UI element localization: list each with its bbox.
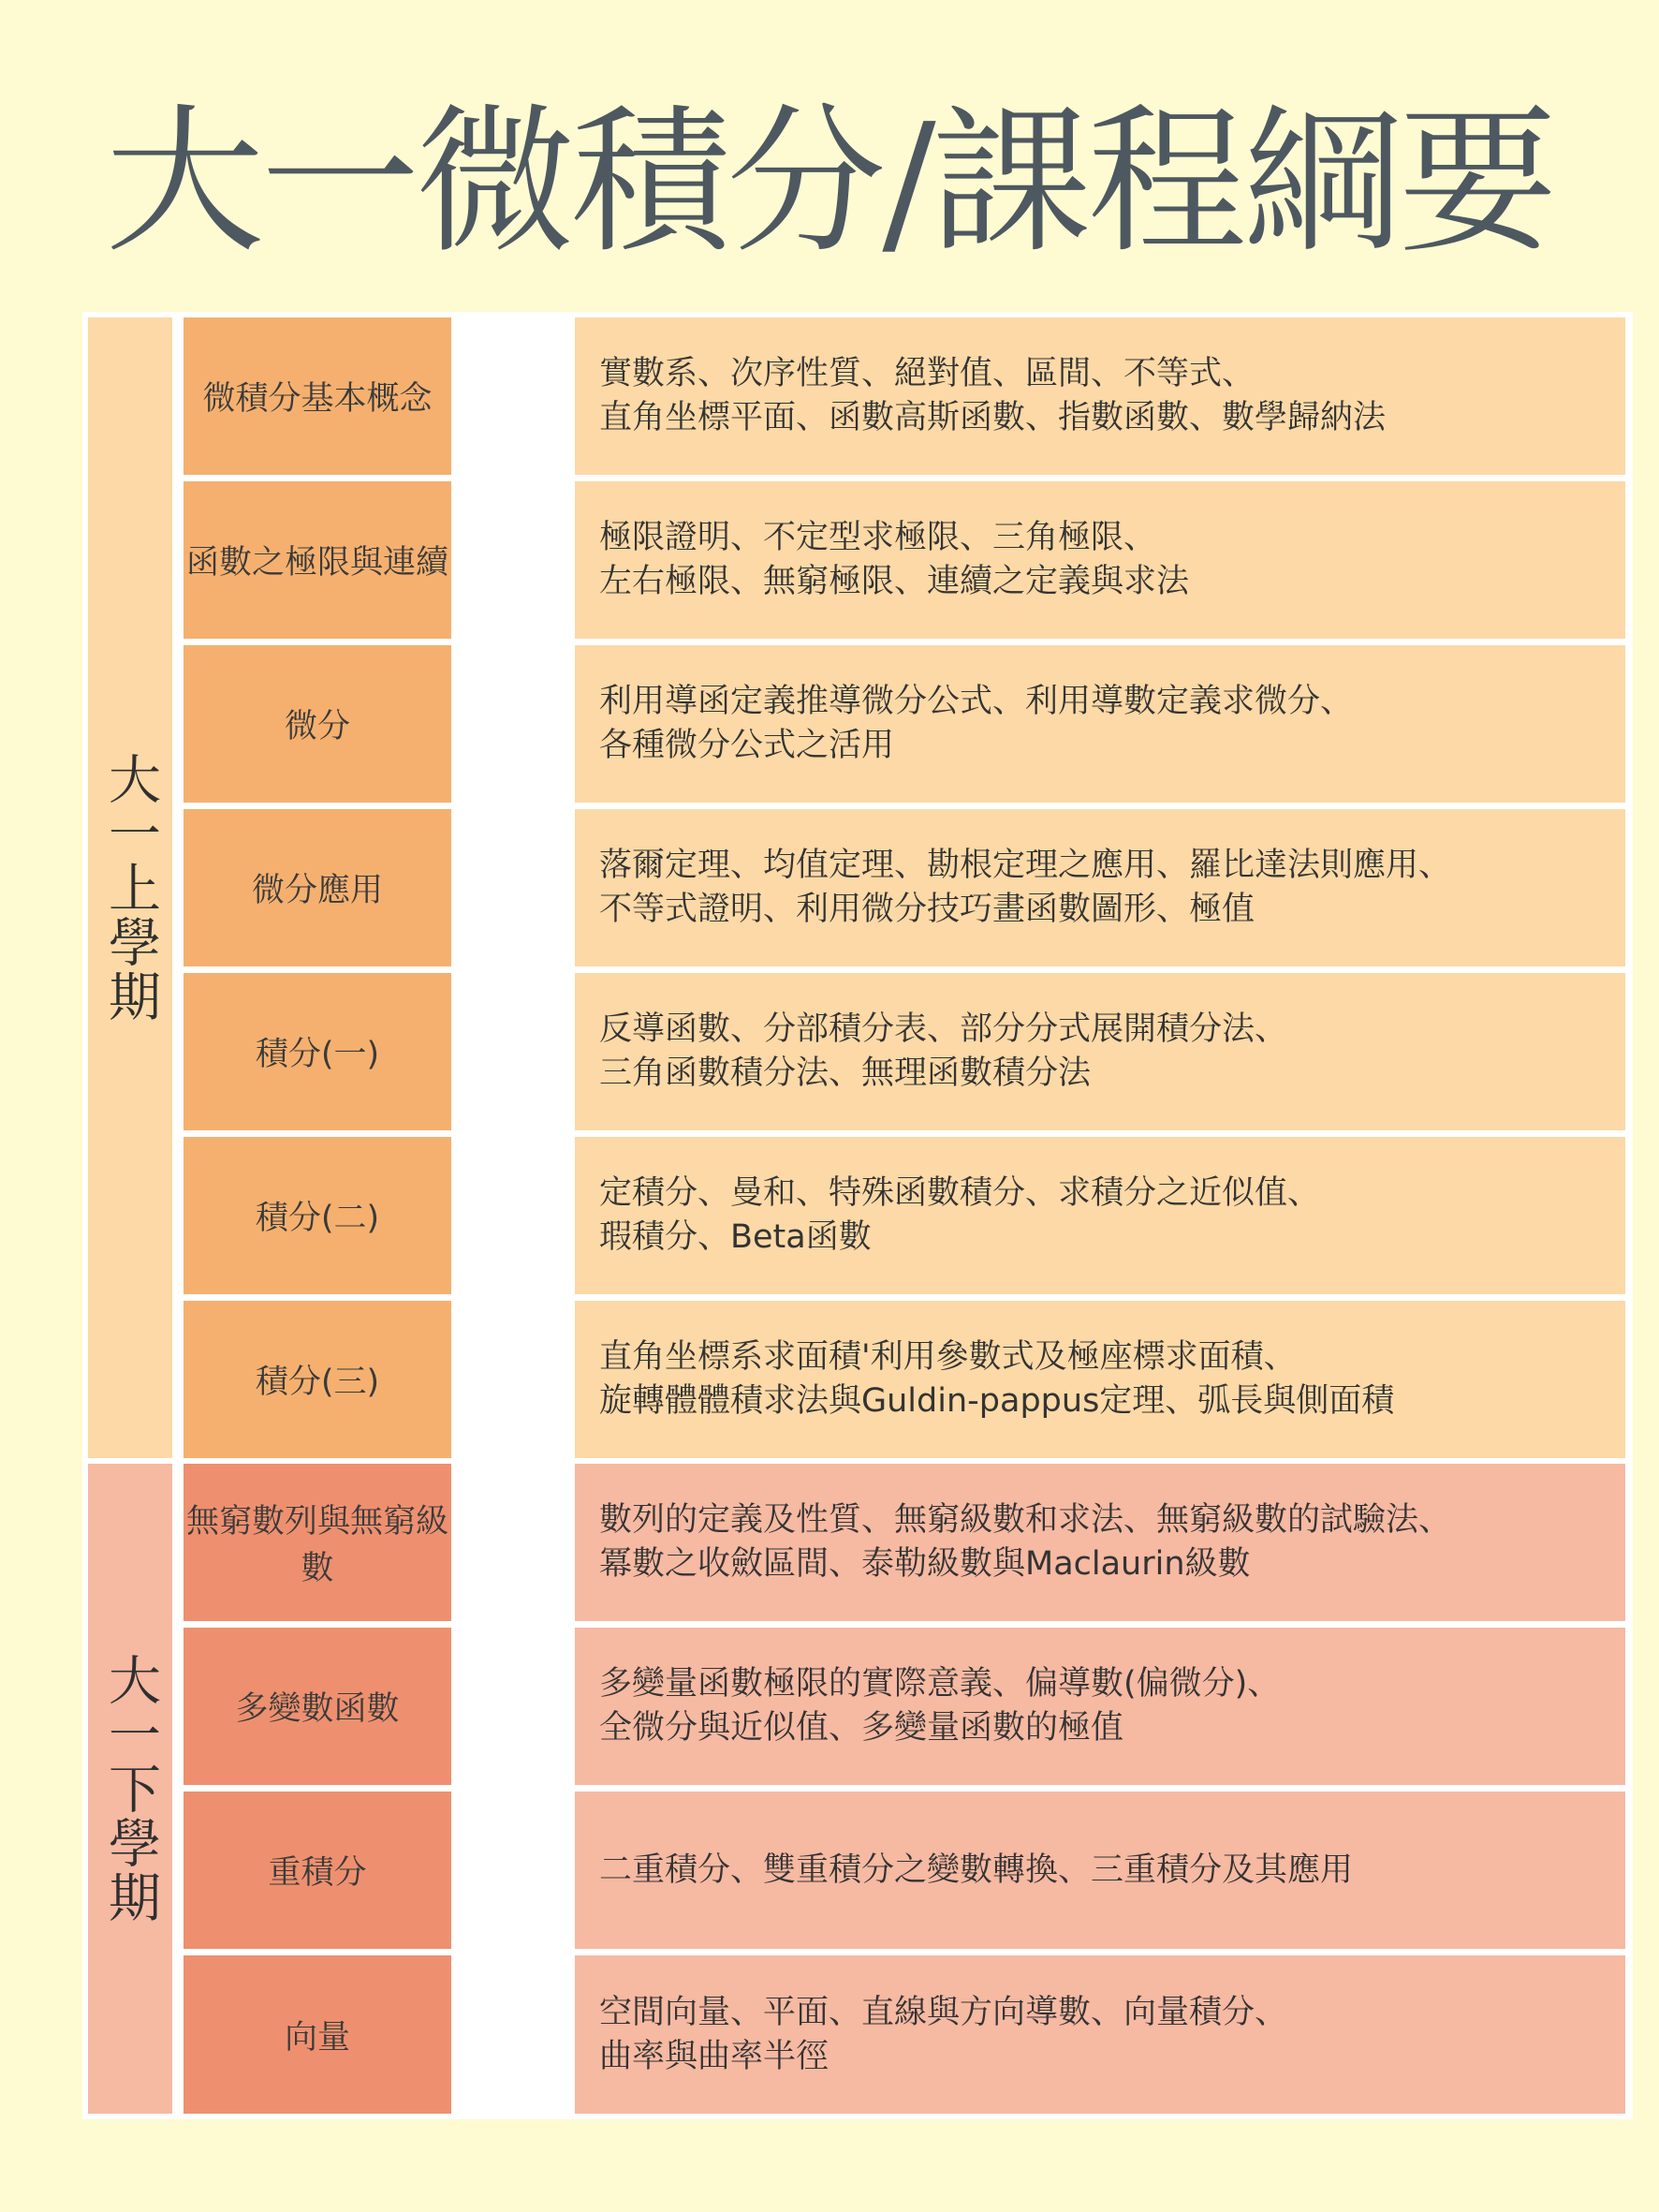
description-cell: 二重積分、雙重積分之變數轉換、三重積分及其應用 [575, 1792, 1625, 1949]
description-cell: 空間向量、平面、直線與方向導數、向量積分、 曲率與曲率半徑 [575, 1955, 1625, 2114]
topic-cell: 函數之極限與連續 [184, 481, 451, 639]
description-cell: 直角坐標系求面積'利用參數式及極座標求面積、 旋轉體體積求法與Guldin-pappus定理、弧長與側面積 [575, 1301, 1625, 1458]
description-cell: 定積分、曼和、特殊函數積分、求積分之近似值、 瑕積分、Beta函數 [575, 1137, 1625, 1294]
page-title: 大一微積分/課程綱要 [105, 90, 1554, 275]
topic-cell: 微積分基本概念 [184, 317, 451, 475]
semester-label-cell-1 [88, 317, 172, 1458]
semester-label: 大一上學期 [100, 752, 161, 1024]
topic-cell: 向量 [184, 1955, 451, 2114]
topic-cell: 積分(二) [184, 1137, 451, 1294]
semester-label: 大一下學期 [100, 1653, 161, 1924]
topic-cell: 積分(三) [184, 1301, 451, 1458]
description-cell: 落爾定理、均值定理、勘根定理之應用、羅比達法則應用、 不等式證明、利用微分技巧畫函數圖形、極值 [575, 809, 1625, 966]
syllabus-table [82, 312, 1633, 2119]
topic-cell: 重積分 [184, 1792, 451, 1949]
topic-cell: 積分(一) [184, 973, 451, 1130]
description-cell: 利用導函定義推導微分公式、利用導數定義求微分、 各種微分公式之活用 [575, 645, 1625, 803]
description-cell: 數列的定義及性質、無窮級數和求法、無窮級數的試驗法、 冪數之收斂區間、泰勒級數與Maclaurin級數 [575, 1464, 1625, 1621]
topic-cell: 無窮數列與無窮級數 [184, 1464, 451, 1621]
description-cell: 反導函數、分部積分表、部分分式展開積分法、 三角函數積分法、無理函數積分法 [575, 973, 1625, 1130]
topic-cell: 多變數函數 [184, 1628, 451, 1785]
topic-cell: 微分應用 [184, 809, 451, 966]
description-cell: 極限證明、不定型求極限、三角極限、 左右極限、無窮極限、連續之定義與求法 [575, 481, 1625, 639]
description-cell: 多變量函數極限的實際意義、偏導數(偏微分)、 全微分與近似值、多變量函數的極值 [575, 1628, 1625, 1785]
description-cell: 實數系、次序性質、絕對值、區間、不等式、 直角坐標平面、函數高斯函數、指數函數、數學歸納法 [575, 317, 1625, 475]
topic-cell: 微分 [184, 645, 451, 803]
semester-label-cell-2 [88, 1464, 172, 2114]
